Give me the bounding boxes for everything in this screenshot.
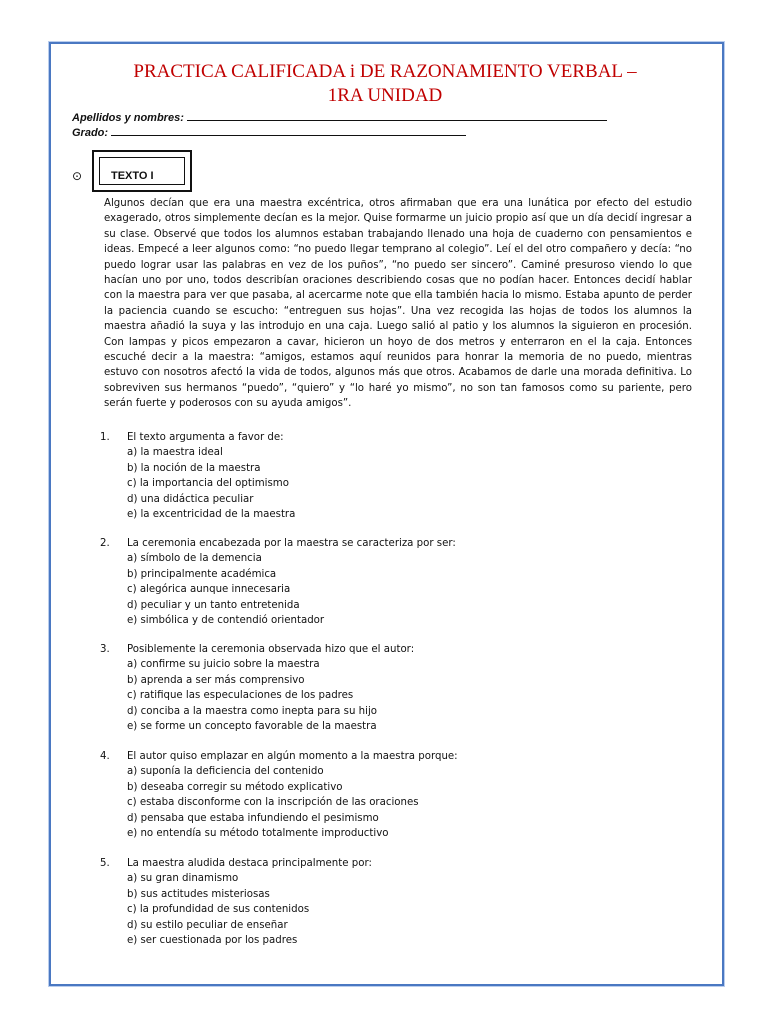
title-line-1: PRACTICA CALIFICADA i DE RAZONAMIENTO VERBAL –: [133, 61, 637, 82]
question-3: [100, 642, 660, 734]
option-e: e) no entendía su método totalmente improductivo: [127, 828, 389, 840]
option-d: d) su estilo peculiar de enseñar: [127, 919, 288, 931]
apellidos-field: [72, 110, 607, 124]
question-stem: La maestra aludida destaca principalmente por:: [127, 858, 372, 869]
option-b: b) principalmente académica: [127, 568, 277, 580]
option-b: b) aprenda a ser más comprensivo: [127, 674, 305, 686]
option-c: c) la profundidad de sus contenidos: [127, 904, 310, 916]
option-b: b) sus actitudes misteriosas: [127, 888, 270, 900]
circle-dot-icon: ⊙: [72, 169, 83, 183]
question-stem: Posiblemente la ceremonia observada hizo que el autor:: [127, 644, 415, 655]
option-d: d) pensaba que estaba infundiendo el pesimismo: [127, 812, 379, 824]
grado-blank-line[interactable]: [111, 125, 466, 136]
question-stem: La ceremonia encabezada por la maestra se caracteriza por ser:: [127, 538, 456, 549]
option-e: e) ser cuestionada por los padres: [127, 935, 298, 947]
option-a: a) la maestra ideal: [127, 447, 223, 459]
section-label-box: [92, 150, 192, 192]
option-b: b) deseaba corregir su método explicativo: [127, 781, 343, 793]
question-5: [100, 856, 660, 948]
option-c: c) estaba disconforme con la inscripción de las oraciones: [127, 797, 419, 809]
option-c: c) alegórica aunque innecesaria: [127, 584, 291, 596]
option-e: e) la excentricidad de la maestra: [127, 509, 296, 521]
option-a: a) símbolo de la demencia: [127, 553, 262, 565]
option-c: c) la importancia del optimismo: [127, 478, 289, 490]
grado-field: [72, 125, 466, 139]
question-number: 5.: [100, 858, 110, 869]
option-a: a) suponía la deficiencia del contenido: [127, 766, 324, 778]
question-stem: El texto argumenta a favor de:: [127, 432, 284, 443]
option-a: a) su gran dinamismo: [127, 873, 239, 885]
grado-label: Grado:: [72, 127, 109, 139]
question-2: [100, 536, 660, 628]
reading-passage: Algunos decían que era una maestra excéntrica, otros afirmaban que era una lunática por efecto del estudio exagerado, otros simplemente decían es la mejor. Quise formarme un juicio propio así que un día decidí ingresar a su clase. Observé que todos los alumnos estaban trabajando llenado una hoja de cuaderno con pensamientos e ideas. Empecé a leer algunos como: “no puedo llegar temprano al colegio”. Leí el del otro compañero y decía: “no puedo lograr usar las palabras en vez de los puños”, “no puedo ser sincero”. Caminé presuroso viendo lo que hacían uno por uno, todos describían oraciones describiendo cosas que no podían hacer. Entonces decidí hablar con la maestra para ver que pasaba, al acercarme note que ella también hacia lo mismo. Estaba apunto de perder la paciencia cuando se escucho: “entreguen sus hojas”. Una vez recogida las hojas de todos los alumnos la maestra añadió la suya y las introdujo en una caja. Luego salió al patio y los alumnos la siguieron en procesión. Con lampas y picos empezaron a cavar, hicieron un hoyo de dos metros y enterraron en el la caja. Entonces escuché decir a la maestra: “amigos, estamos aquí reunidos para honrar la memoria de no puedo, mientras estuvo con nosotros afectó la vida de todos, algunos más que otros. Acabamos de darle una morada definitiva. Lo sobreviven sus hermanos “puedo”, “quiero” y “lo haré yo mismo”, no son tan famosos como su pariente, pero serán fuerte y poderosos con su ayuda amigos”.: [104, 198, 692, 410]
section-label: TEXTO I: [111, 170, 154, 182]
option-d: d) conciba a la maestra como inepta para su hijo: [127, 705, 378, 717]
option-d: d) peculiar y un tanto entretenida: [127, 599, 300, 611]
option-d: d) una didáctica peculiar: [127, 493, 254, 505]
question-stem: El autor quiso emplazar en algún momento a la maestra porque:: [127, 751, 458, 762]
option-e: e) simbólica y de contendió orientador: [127, 615, 325, 627]
question-number: 4.: [100, 751, 110, 762]
question-number: 2.: [100, 538, 110, 549]
page-title: [70, 60, 700, 108]
title-line-2: 1RA UNIDAD: [327, 85, 443, 106]
apellidos-blank-line[interactable]: [187, 110, 607, 121]
question-number: 3.: [100, 644, 110, 655]
option-a: a) confirme su juicio sobre la maestra: [127, 659, 320, 671]
option-c: c) ratifique las especulaciones de los padres: [127, 690, 354, 702]
option-e: e) se forme un concepto favorable de la maestra: [127, 721, 377, 733]
option-b: b) la noción de la maestra: [127, 462, 261, 474]
question-number: 1.: [100, 432, 110, 443]
apellidos-label: Apellidos y nombres:: [72, 112, 184, 124]
question-1: [100, 430, 660, 522]
question-4: [100, 749, 660, 841]
